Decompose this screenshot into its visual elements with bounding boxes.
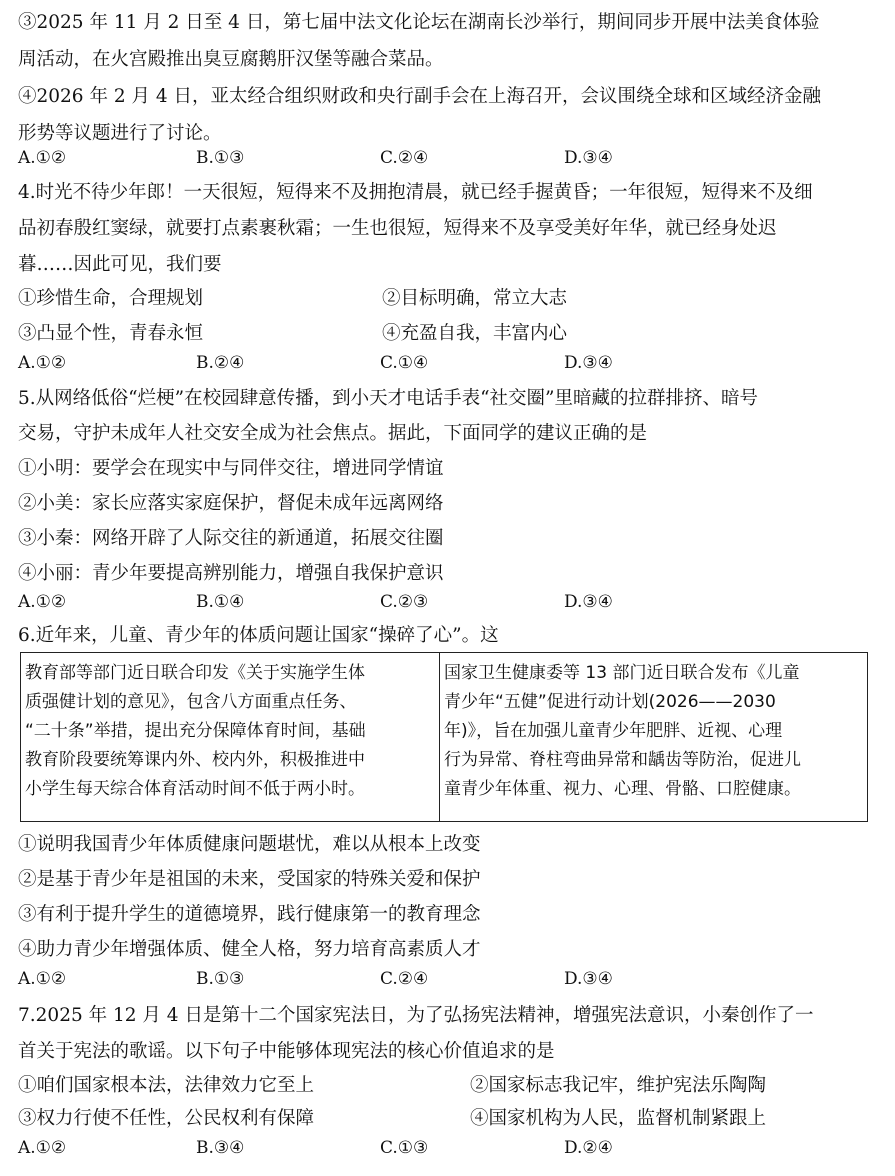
q3-item4-line1: ④2026 年 2 月 4 日，亚太经合组织财政和央行副手会在上海召开，会议围绕全球和区域经济金融 <box>18 86 822 107</box>
q6-left-line-1: 教育部等部门近日联合印发《关于实施学生体 <box>25 663 365 683</box>
q4-option-d: D.③④ <box>564 353 613 373</box>
q6-option-d: D.③④ <box>564 969 613 989</box>
q7-item-1: ①咱们国家根本法，法律效力它至上 <box>18 1075 315 1096</box>
q3-option-b: B.①③ <box>196 148 245 168</box>
q4-option-b: B.②④ <box>196 353 245 373</box>
q7-option-d: D.②④ <box>564 1138 613 1158</box>
q5-stem-line2: 交易，守护未成年人社交安全成为社会焦点。据此，下面同学的建议正确的是 <box>18 423 648 444</box>
q5-item-3: ③小秦：网络开辟了人际交往的新通道，拓展交往圈 <box>18 528 444 549</box>
q6-right-line-1: 国家卫生健康委等 13 部门近日联合发布《儿童 <box>444 663 800 683</box>
q6-material-table <box>20 652 868 822</box>
q6-item-2: ②是基于青少年是祖国的未来，受国家的特殊关爱和保护 <box>18 869 481 890</box>
q6-table-left-cell <box>21 653 440 821</box>
q7-stem-line1: 7.2025 年 12 月 4 日是第十二个国家宪法日，为了弘扬宪法精神，增强宪法意识，小秦创作了一 <box>18 1005 814 1026</box>
q7-item-4: ④国家机构为人民，监督机制紧跟上 <box>470 1108 767 1129</box>
q7-item-3: ③权力行使不任性，公民权利有保障 <box>18 1108 315 1129</box>
q6-table-right-cell <box>440 653 867 821</box>
q6-option-a: A.①② <box>18 969 67 989</box>
q6-right-line-3: 年)》，旨在加强儿童青少年肥胖、近视、心理 <box>444 721 783 741</box>
q5-option-b: B.①④ <box>196 592 245 612</box>
q5-option-d: D.③④ <box>564 592 613 612</box>
q3-item3-line1: ③2025 年 11 月 2 日至 4 日，第七届中法文化论坛在湖南长沙举行，期间同步开展中法美食体验 <box>18 12 820 33</box>
q6-option-b: B.①③ <box>196 969 245 989</box>
q6-right-line-5: 童青少年体重、视力、心理、骨骼、口腔健康。 <box>444 779 802 799</box>
q7-option-c: C.①③ <box>380 1138 429 1158</box>
q5-stem-line1: 5.从网络低俗“烂梗”在校园肆意传播，到小天才电话手表“社交圈”里暗藏的拉群排挤、暗号 <box>18 388 758 409</box>
q6-right-line-4: 行为异常、脊柱弯曲异常和龋齿等防治，促进儿 <box>444 750 802 770</box>
q3-item4-line2: 形势等议题进行了讨论。 <box>18 123 222 144</box>
q7-option-a: A.①② <box>18 1138 67 1158</box>
q6-item-3: ③有利于提升学生的道德境界，践行健康第一的教育理念 <box>18 904 481 925</box>
q5-option-a: A.①② <box>18 592 67 612</box>
q3-option-a: A.①② <box>18 148 67 168</box>
q5-item-2: ②小美：家长应落实家庭保护，督促未成年远离网络 <box>18 493 444 514</box>
q6-stem: 6.近年来，儿童、青少年的体质问题让国家“操碎了心”。这 <box>18 625 499 646</box>
q6-right-line-2: 青少年“五健”促进行动计划(2026——2030 <box>444 692 776 712</box>
q6-left-line-5: 小学生每天综合体育活动时间不低于两小时。 <box>25 779 365 799</box>
q4-item-1: ①珍惜生命，合理规划 <box>18 288 204 309</box>
q6-item-4: ④助力青少年增强体质、健全人格，努力培育高素质人才 <box>18 939 481 960</box>
q7-item-2: ②国家标志我记牢，维护宪法乐陶陶 <box>470 1075 767 1096</box>
q4-item-2: ②目标明确，常立大志 <box>382 288 568 309</box>
q4-stem-line1: 4.时光不待少年郎！一天很短，短得来不及拥抱清晨，就已经手握黄昏；一年很短，短得来不及细 <box>18 182 813 203</box>
q5-item-1: ①小明：要学会在现实中与同伴交往，增进同学情谊 <box>18 458 444 479</box>
q6-left-line-4: 教育阶段要统筹课内外、校内外，积极推进中 <box>25 750 365 770</box>
q6-option-c: C.②④ <box>380 969 429 989</box>
q7-stem-line2: 首关于宪法的歌谣。以下句子中能够体现宪法的核心价值追求的是 <box>18 1041 555 1062</box>
q4-stem-line3: 暮……因此可见，我们要 <box>18 254 222 275</box>
q4-item-3: ③凸显个性，青春永恒 <box>18 323 204 344</box>
q4-option-c: C.①④ <box>380 353 429 373</box>
q6-left-line-3: “二十条”举措，提出充分保障体育时间，基础 <box>25 721 366 741</box>
q4-stem-line2: 品初春殷红窦绿，就要打点素裹秋霜；一生也很短，短得来不及享受美好年华，就已经身处迟 <box>18 218 777 239</box>
q6-left-line-2: 质强健计划的意见》，包含八方面重点任务、 <box>25 692 357 712</box>
q6-item-1: ①说明我国青少年体质健康问题堪忧，难以从根本上改变 <box>18 834 481 855</box>
q4-item-4: ④充盈自我，丰富内心 <box>382 323 568 344</box>
q5-item-4: ④小丽：青少年要提高辨别能力，增强自我保护意识 <box>18 563 444 584</box>
q3-option-c: C.②④ <box>380 148 429 168</box>
q7-option-b: B.③④ <box>196 1138 245 1158</box>
q3-item3-line2: 周活动，在火宫殿推出臭豆腐鹅肝汉堡等融合菜品。 <box>18 49 444 70</box>
q5-option-c: C.②③ <box>380 592 429 612</box>
q4-option-a: A.①② <box>18 353 67 373</box>
q3-option-d: D.③④ <box>564 148 613 168</box>
